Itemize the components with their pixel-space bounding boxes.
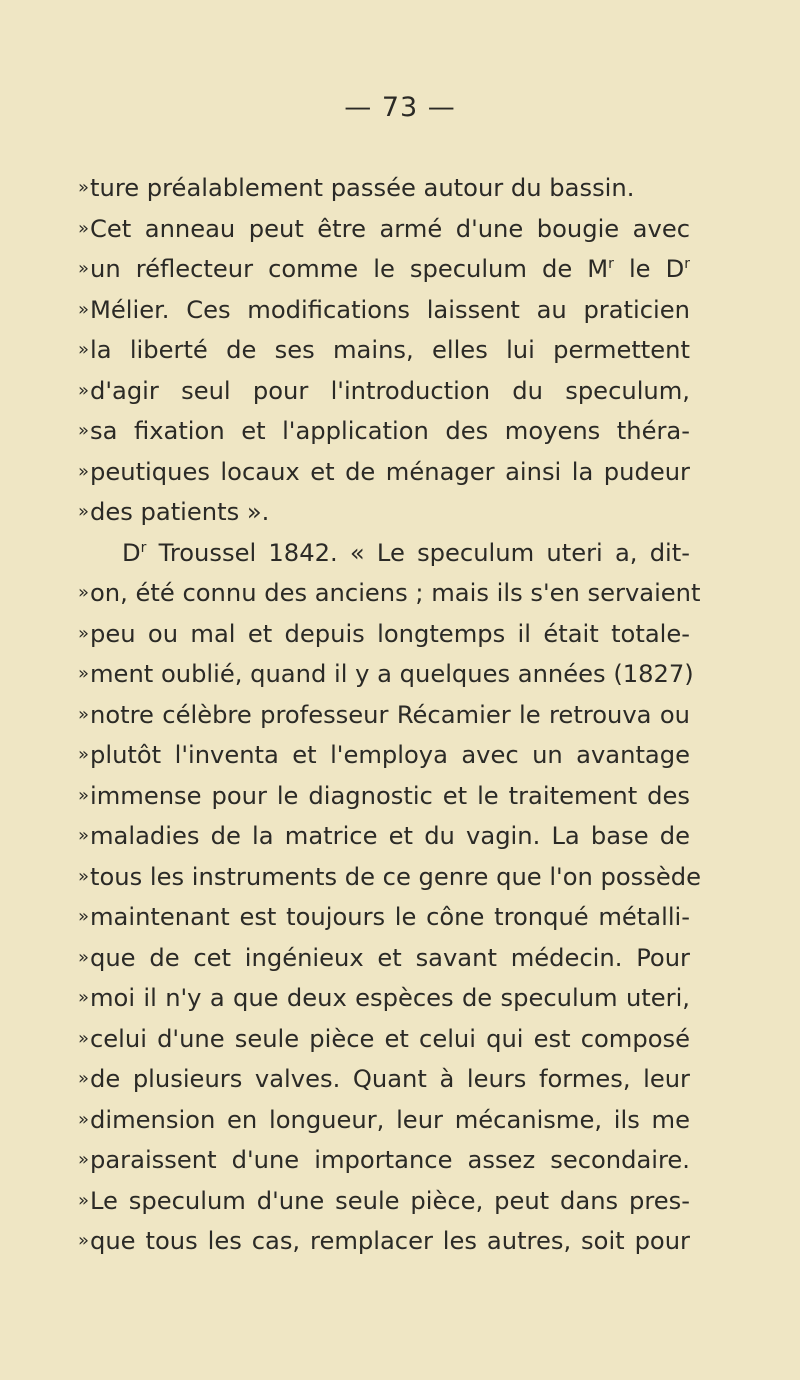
line-text: peu ou mal et depuis longtemps il était totale- [90, 619, 690, 648]
line-text: ment oublié, quand il y a quelques années (1827) [90, 660, 694, 688]
line-text: $D^r$ Troussel 1842. « Le speculum uteri a, dit- [122, 538, 690, 567]
text-line [78, 1100, 690, 1141]
quote-mark: » [78, 1027, 90, 1049]
quote-mark: » [78, 177, 90, 198]
quote-mark: » [78, 703, 90, 725]
text-line [78, 978, 690, 1019]
quote-mark: » [78, 420, 90, 441]
page-number: — 73 — [344, 92, 456, 123]
text-line [78, 735, 690, 776]
quote-mark: » [78, 339, 90, 360]
text-line [78, 492, 690, 533]
quote-mark: » [78, 946, 90, 968]
quote-mark: » [78, 865, 90, 887]
text-line [78, 168, 690, 209]
text-line [78, 614, 690, 655]
quote-mark: » [78, 1149, 90, 1170]
quote-mark: » [78, 825, 90, 846]
quote-mark: » [78, 622, 90, 644]
line-text: notre célèbre professeur Récamier le retrouva ou [90, 700, 690, 729]
line-text: que de cet ingénieux et savant médecin. Pour [90, 943, 690, 972]
quote-mark: » [78, 460, 90, 482]
line-text: plutôt l'inventa et l'employa avec un avantage [90, 741, 690, 769]
text-line [78, 411, 690, 452]
line-text: moi il n'y a que deux espèces de speculum uteri, [90, 984, 690, 1012]
superscript: r [608, 255, 614, 272]
text-line [78, 249, 690, 290]
line-text: Cet anneau peut être armé d'une bougie avec [90, 214, 690, 243]
quote-mark: » [78, 987, 90, 1008]
line-text: Le speculum d'une seule pièce, peut dans pres- [90, 1186, 690, 1215]
quote-mark: » [78, 784, 90, 806]
text-line [78, 1059, 690, 1100]
quote-mark: » [78, 744, 90, 765]
line-text: un réflecteur comme le speculum de $M^r$ le $D^r$ [90, 255, 690, 283]
text-line [78, 371, 690, 412]
text-line [78, 452, 690, 493]
line-text: de plusieurs valves. Quant à leurs formes, leur [90, 1065, 690, 1093]
text-line [78, 1140, 690, 1181]
text-line [78, 897, 690, 938]
text-line [78, 1019, 690, 1060]
quote-mark: » [78, 582, 90, 603]
quote-mark: » [78, 258, 90, 279]
line-text: Mélier. Ces modifications laissent au praticien [90, 295, 690, 324]
text-line [78, 209, 690, 250]
line-text: la liberté de ses mains, elles lui permettent [90, 336, 690, 364]
text-line [78, 938, 690, 979]
line-text: sa fixation et l'application des moyens théra- [90, 417, 690, 445]
body-text [78, 168, 701, 1262]
line-text: paraissent d'une importance assez secondaire. [90, 1146, 690, 1174]
text-line [78, 1221, 690, 1262]
quote-mark: » [78, 217, 90, 239]
quote-mark: » [78, 906, 90, 927]
quote-mark: » [78, 1230, 90, 1251]
line-text: des patients ». [90, 498, 270, 526]
line-text: immense pour le diagnostic et le traitement des [90, 781, 690, 810]
text-line [78, 857, 701, 898]
line-text: peutiques locaux et de ménager ainsi la pudeur [90, 457, 690, 486]
text-line [78, 290, 690, 331]
line-text: tous les instruments de ce genre que l'on possède [90, 862, 701, 891]
text-line [78, 573, 701, 614]
line-text: ture préalablement passée autour du bassin. [90, 174, 635, 202]
quote-mark: » [78, 1189, 90, 1211]
line-text: maintenant est toujours le cône tronqué métalli- [90, 903, 690, 931]
superscript: r [684, 255, 690, 272]
quote-mark: » [78, 298, 90, 320]
quote-mark: » [78, 1108, 90, 1130]
text-line [78, 1181, 690, 1222]
quote-mark: » [78, 379, 90, 401]
line-text: dimension en longueur, leur mécanisme, ils me [90, 1105, 690, 1134]
quote-mark: » [78, 1068, 90, 1089]
line-text: maladies de la matrice et du vagin. La base de [90, 822, 690, 850]
text-line [78, 654, 694, 695]
superscript: r [140, 539, 147, 556]
line-text: celui d'une seule pièce et celui qui est composé [90, 1024, 690, 1053]
line-text: d'agir seul pour l'introduction du speculum, [90, 376, 690, 405]
text-line [78, 816, 690, 857]
text-line [90, 533, 690, 574]
quote-mark: » [78, 663, 90, 684]
text-line [78, 695, 690, 736]
quote-mark: » [78, 501, 90, 522]
text-line [78, 330, 690, 371]
line-text: on, été connu des anciens ; mais ils s'en servaient [90, 579, 701, 607]
text-line [78, 776, 690, 817]
line-text: que tous les cas, remplacer les autres, soit pour [90, 1227, 690, 1255]
